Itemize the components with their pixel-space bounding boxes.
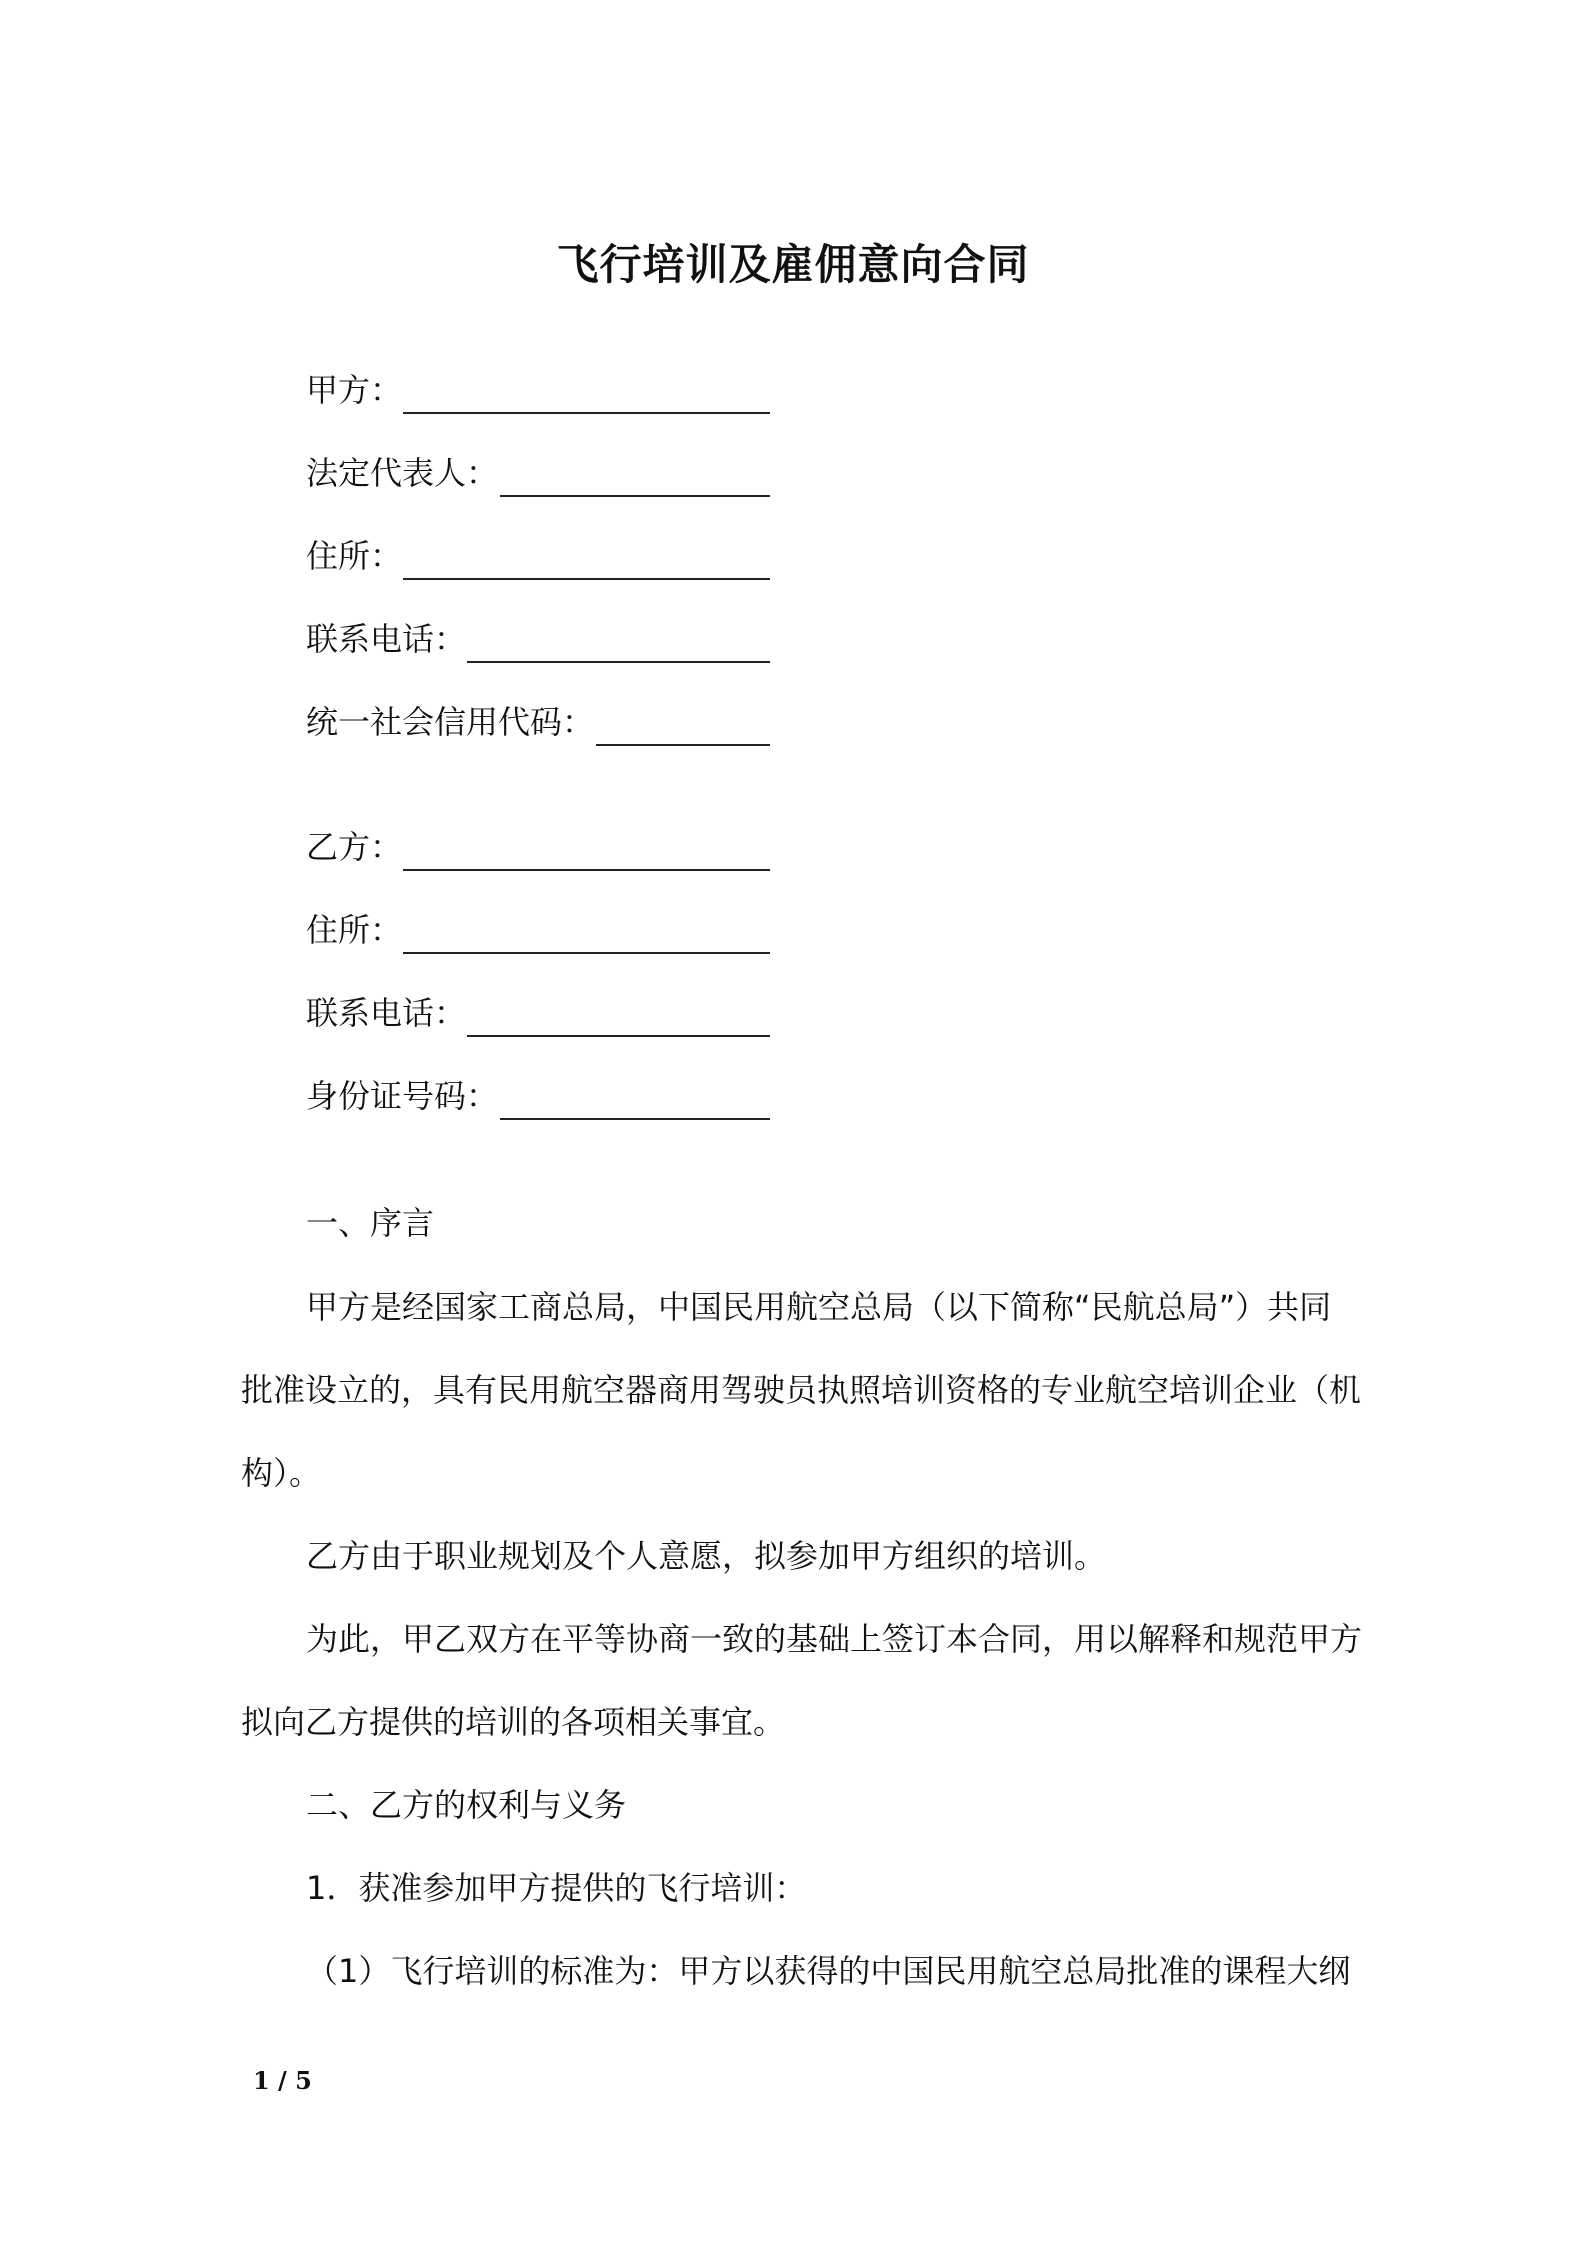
- party-b-phone-label: 联系电话：: [306, 994, 467, 1032]
- preamble-p3-line1: 为此，甲乙双方在平等协商一致的基础上签订本合同，用以解释和规范甲方: [306, 1620, 1363, 1658]
- party-a-name-field: [306, 370, 402, 410]
- party-b-id-field: [306, 1076, 498, 1116]
- party-a-legal-rep-label: 法定代表人：: [306, 454, 499, 492]
- party-b-phone-blank[interactable]: [467, 1035, 770, 1037]
- party-b-address-blank[interactable]: [403, 952, 770, 954]
- party-a-address-field: [306, 536, 402, 576]
- party-a-phone-blank[interactable]: [467, 661, 770, 663]
- party-a-address-label: 住所：: [306, 537, 403, 575]
- preamble-p1-line1: 甲方是经国家工商总局，中国民用航空总局（以下简称“民航总局”）共同: [306, 1288, 1332, 1326]
- party-a-credit-code-field: [306, 702, 594, 742]
- party-b-id-blank[interactable]: [500, 1118, 770, 1120]
- preamble-p3-line2: 拟向乙方提供的培训的各项相关事宜。: [241, 1703, 786, 1741]
- party-a-phone-field: [306, 619, 466, 659]
- party-b-phone-field: [306, 993, 466, 1033]
- party-b-name-blank[interactable]: [403, 869, 770, 871]
- document-title: 飞行培训及雇佣意向合同: [556, 240, 1030, 289]
- party-a-address-blank[interactable]: [403, 578, 770, 580]
- party-a-credit-code-blank[interactable]: [596, 744, 770, 746]
- preamble-p2: 乙方由于职业规划及个人意愿，拟参加甲方组织的培训。: [306, 1537, 1107, 1575]
- party-b-address-label: 住所：: [306, 911, 403, 949]
- section-2-heading: 二、乙方的权利与义务: [306, 1786, 627, 1824]
- section-1-heading: 一、序言: [306, 1204, 435, 1242]
- party-a-name-label: 甲方：: [306, 371, 403, 409]
- section-2-item-1: 1．获准参加甲方提供的飞行培训：: [306, 1869, 807, 1907]
- party-a-legal-rep-blank[interactable]: [500, 495, 770, 497]
- page-number: 1 / 5: [253, 2066, 312, 2095]
- party-b-name-label: 乙方：: [306, 828, 403, 866]
- preamble-p1-line2: 批准设立的，具有民用航空器商用驾驶员执照培训资格的专业航空培训企业（机: [241, 1371, 1362, 1409]
- party-a-legal-rep-field: [306, 453, 498, 493]
- party-a-name-blank[interactable]: [403, 412, 770, 414]
- preamble-p1-line3: 构）。: [241, 1454, 322, 1492]
- party-a-phone-label: 联系电话：: [306, 620, 467, 658]
- section-2-item-1-1: （1）飞行培训的标准为：甲方以获得的中国民用航空总局批准的课程大纲: [306, 1952, 1351, 1990]
- party-b-address-field: [306, 910, 402, 950]
- party-a-credit-code-label: 统一社会信用代码：: [306, 703, 595, 741]
- party-b-id-label: 身份证号码：: [306, 1077, 499, 1115]
- party-b-name-field: [306, 827, 402, 867]
